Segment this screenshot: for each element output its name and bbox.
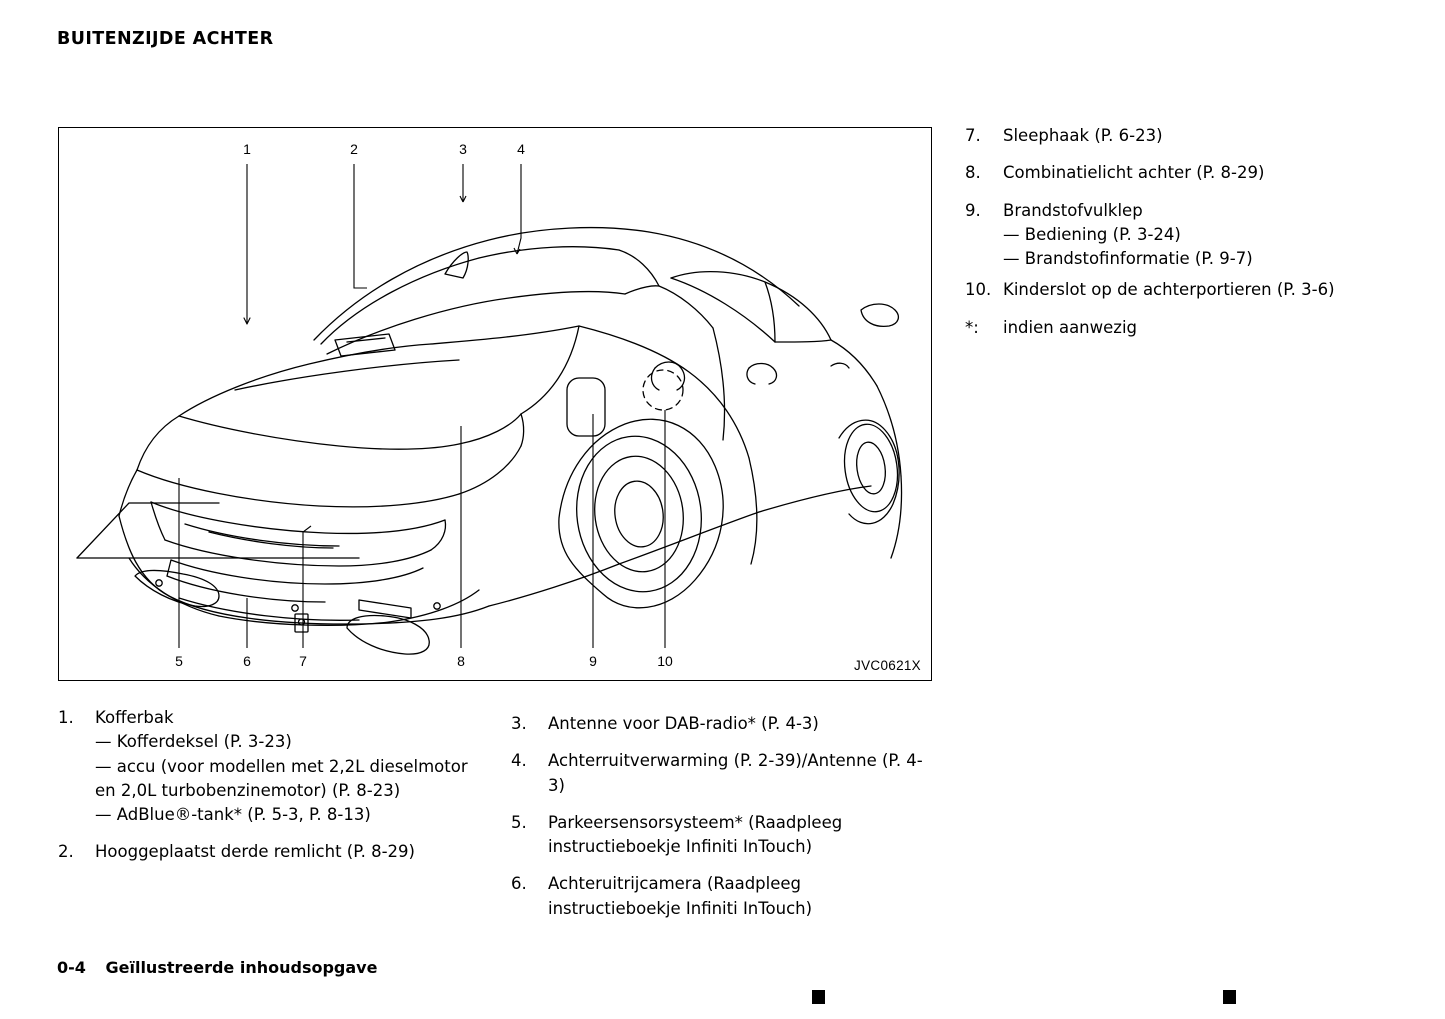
legend-sub: — Brandstofinformatie (P. 9-7) bbox=[1003, 249, 1253, 268]
legend-number: 5. bbox=[511, 812, 527, 832]
callout-1: 1 bbox=[243, 141, 251, 157]
legend-number: 1. bbox=[58, 708, 74, 727]
callout-4: 4 bbox=[517, 141, 525, 157]
legend-sub: — Kofferdeksel (P. 3-23) bbox=[95, 732, 292, 752]
list-item bbox=[511, 811, 931, 860]
callout-9: 9 bbox=[589, 653, 597, 669]
legend-number: *: bbox=[965, 317, 979, 337]
legend-sub: — accu (voor modellen met 2,2L dieselmotor en 2,0L turbobenzinemotor) (P. 8-23) bbox=[95, 756, 468, 800]
list-item bbox=[965, 278, 1405, 302]
figure-code: JVC0621X bbox=[854, 658, 921, 673]
callout-6: 6 bbox=[243, 653, 251, 669]
legend-number: 3. bbox=[511, 714, 527, 733]
legend-text: Achterruitverwarming (P. 2-39)/Antenne (P. 4-3) bbox=[548, 751, 923, 795]
footer-page-number: 0-4 bbox=[57, 958, 86, 977]
list-item bbox=[965, 199, 1405, 272]
callout-2: 2 bbox=[350, 141, 358, 157]
legend-sub: — Bediening (P. 3-24) bbox=[1003, 224, 1181, 244]
vehicle-rear-illustration bbox=[58, 127, 932, 681]
print-marker-right bbox=[1223, 990, 1236, 1004]
legend-right-column bbox=[965, 124, 1405, 353]
legend-number: 4. bbox=[511, 751, 527, 771]
print-marker-left bbox=[812, 990, 825, 1004]
legend-text: Sleephaak (P. 6-23) bbox=[1003, 126, 1163, 145]
legend-text: indien aanwezig bbox=[1003, 317, 1137, 337]
page-title: BUITENZIJDE ACHTER bbox=[57, 29, 274, 49]
legend-bottom-right-column bbox=[511, 712, 931, 934]
list-item bbox=[965, 316, 1405, 340]
legend-text: Hooggeplaatst derde remlicht (P. 8-29) bbox=[95, 842, 415, 862]
legend-number: 10. bbox=[965, 280, 992, 300]
list-item bbox=[965, 124, 1405, 148]
legend-number: 7. bbox=[965, 126, 981, 145]
footer-section-title: Geïllustreerde inhoudsopgave bbox=[105, 958, 378, 977]
legend-number: 6. bbox=[511, 874, 527, 894]
legend-text bbox=[1003, 199, 1405, 272]
callout-5: 5 bbox=[175, 653, 183, 669]
callout-7: 7 bbox=[299, 653, 307, 669]
callout-8: 8 bbox=[457, 653, 465, 669]
legend-text: Antenne voor DAB-radio* (P. 4-3) bbox=[548, 714, 819, 733]
legend-bottom-left-column bbox=[58, 706, 478, 878]
callout-10: 10 bbox=[657, 653, 673, 669]
legend-main: Brandstofvulklep bbox=[1003, 200, 1143, 220]
list-item bbox=[58, 706, 478, 827]
legend-text: Kinderslot op de achterportieren (P. 3-6) bbox=[1003, 280, 1335, 300]
list-item bbox=[965, 161, 1405, 185]
legend-sub: — AdBlue®-tank* (P. 5-3, P. 8-13) bbox=[95, 805, 371, 824]
list-item bbox=[511, 872, 931, 921]
callout-3: 3 bbox=[459, 141, 467, 157]
list-item bbox=[511, 712, 931, 736]
legend-number: 8. bbox=[965, 163, 981, 183]
legend-number: 9. bbox=[965, 200, 981, 220]
legend-number: 2. bbox=[58, 842, 74, 862]
page-footer bbox=[57, 958, 377, 977]
legend-main: Kofferbak bbox=[95, 708, 174, 727]
vehicle-rear-diagram bbox=[59, 128, 930, 679]
list-item bbox=[511, 749, 931, 798]
list-item bbox=[58, 840, 478, 864]
legend-text: Parkeersensorsysteem* (Raadpleeg instructieboekje Infiniti InTouch) bbox=[548, 812, 843, 856]
legend-text bbox=[95, 706, 478, 827]
legend-text: Combinatielicht achter (P. 8-29) bbox=[1003, 163, 1265, 183]
legend-text: Achteruitrijcamera (Raadpleeg instructieboekje Infiniti InTouch) bbox=[548, 874, 813, 918]
